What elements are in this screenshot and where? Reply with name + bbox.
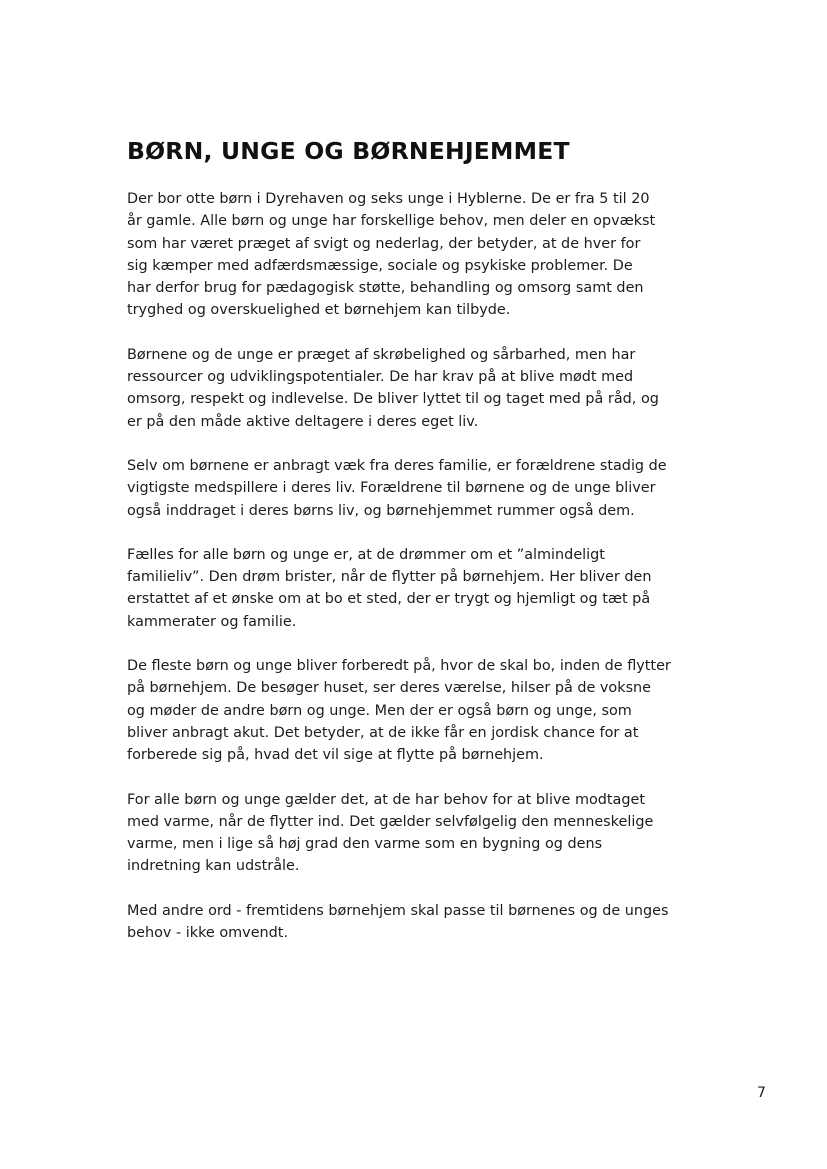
text-line: varme, men i lige så høj grad den varme som en bygning og dens [127, 836, 603, 853]
text-line: med varme, når de flytter ind. Det gælder selvfølgelig den menneskelige [127, 813, 654, 830]
text-line: For alle børn og unge gælder det, at de har behov for at blive modtaget [127, 791, 645, 808]
page-title: BØRN, UNGE OG BØRNEHJEMMET [127, 137, 570, 165]
text-line: tryghed og overskuelighed et børnehjem kan tilbyde. [127, 302, 511, 319]
text-line: og møder de andre børn og unge. Men der er også børn og unge, som [127, 702, 632, 719]
text-line: erstattet af et ønske om at bo et sted, der er trygt og hjemligt og tæt på [127, 591, 651, 608]
text-line: forberede sig på, hvad det vil sige at flytte på børnehjem. [127, 747, 544, 764]
text-line: er på den måde aktive deltagere i deres eget liv. [127, 413, 479, 430]
body-text [127, 188, 727, 966]
text-line: vigtigste medspillere i deres liv. Forældrene til børnene og de unge bliver [127, 480, 656, 497]
text-line: som har været præget af svigt og nederlag, der betyder, at de hver for [127, 235, 641, 252]
text-line: Med andre ord - fremtidens børnehjem skal passe til børnenes og de unges [127, 902, 669, 919]
text-line: også inddraget i deres børns liv, og børnehjemmet rummer også dem. [127, 502, 635, 519]
text-line: år gamle. Alle børn og unge har forskellige behov, men deler en opvækst [127, 213, 656, 230]
page-number: 7 [757, 1085, 766, 1101]
text-line: behov - ikke omvendt. [127, 925, 289, 942]
text-line: bliver anbragt akut. Det betyder, at de ikke får en jordisk chance for at [127, 724, 639, 741]
paragraph-4 [127, 544, 727, 633]
text-line: kammerater og familie. [127, 613, 297, 630]
text-line: Der bor otte børn i Dyrehaven og seks unge i Hyblerne. De er fra 5 til 20 [127, 191, 650, 207]
paragraph-3 [127, 455, 727, 522]
text-line: indretning kan udstråle. [127, 858, 300, 875]
text-line: på børnehjem. De besøger huset, ser deres værelse, hilser på de voksne [127, 680, 652, 697]
paragraph-2 [127, 344, 727, 433]
paragraph-7 [127, 900, 727, 945]
text-line: Selv om børnene er anbragt væk fra deres familie, er forældrene stadig de [127, 457, 667, 474]
paragraph-6 [127, 789, 727, 878]
text-line: Fælles for alle børn og unge er, at de drømmer om et ”almindeligt [127, 546, 605, 563]
paragraph-1 [127, 188, 727, 322]
paragraph-5 [127, 655, 727, 766]
text-line: sig kæmper med adfærdsmæssige, sociale og psykiske problemer. De [127, 257, 633, 274]
text-line: ressourcer og udviklingspotentialer. De har krav på at blive mødt med [127, 369, 634, 386]
text-line: familieliv”. Den drøm brister, når de flytter på børnehjem. Her bliver den [127, 569, 652, 586]
text-line: De fleste børn og unge bliver forberedt på, hvor de skal bo, inden de flytter [127, 658, 671, 675]
text-line: omsorg, respekt og indlevelse. De bliver lyttet til og taget med på råd, og [127, 391, 659, 408]
text-line: har derfor brug for pædagogisk støtte, behandling og omsorg samt den [127, 280, 644, 297]
text-line: Børnene og de unge er præget af skrøbelighed og sårbarhed, men har [127, 346, 636, 363]
